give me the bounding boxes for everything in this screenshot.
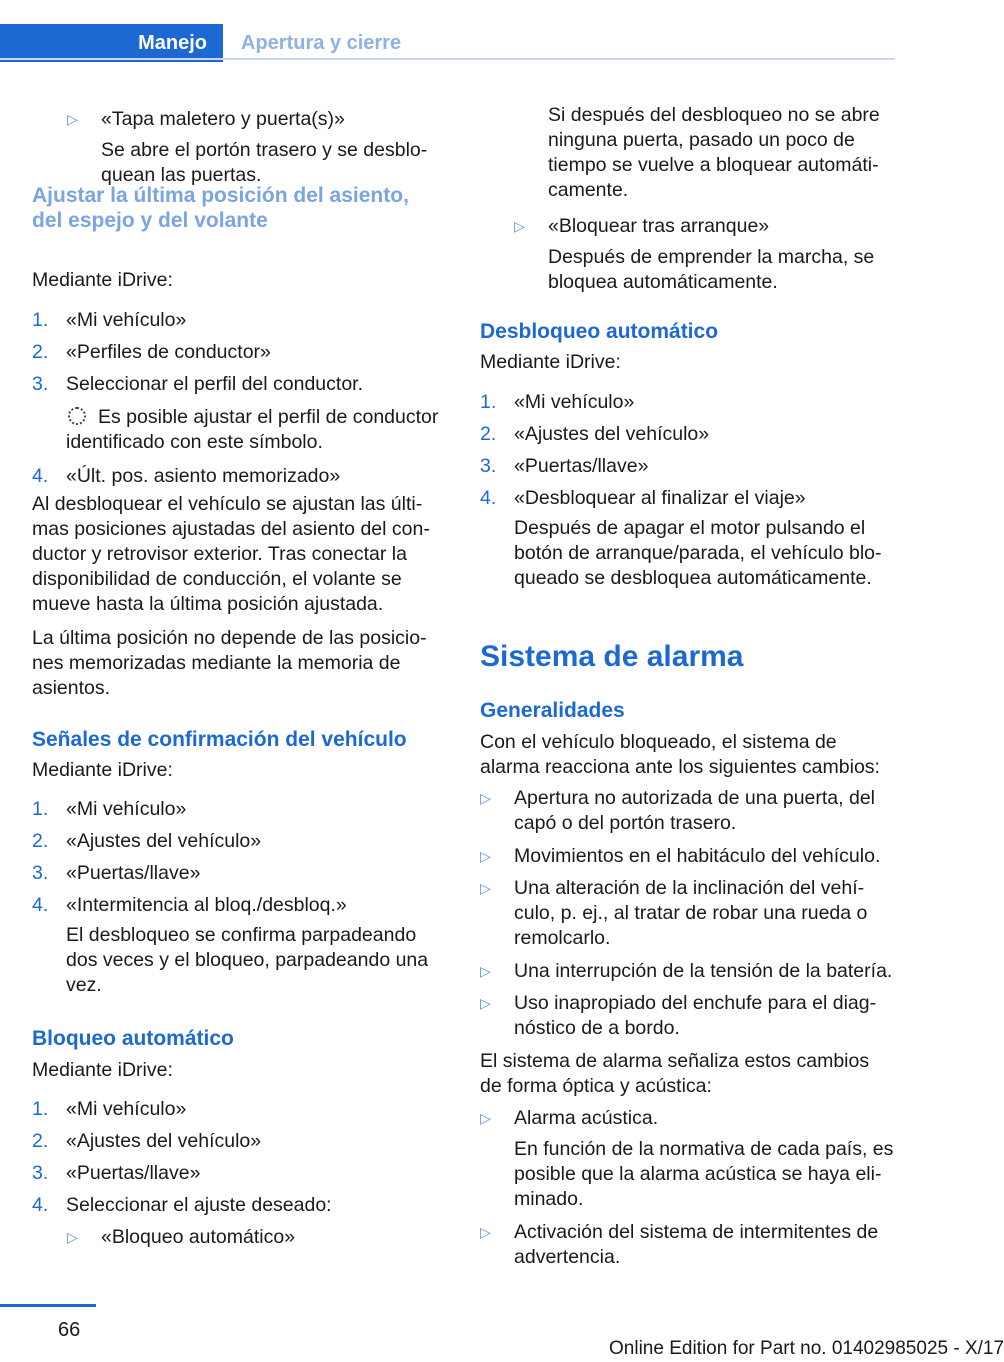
- bullet-alarma-acustica: ▷ Alarma acústica.: [480, 1107, 659, 1129]
- footer-rule: [0, 1304, 96, 1307]
- edition-text: Online Edition for Part no. 01402985025 - X/17: [609, 1338, 1004, 1359]
- header-tab-manejo[interactable]: Manejo: [0, 24, 223, 62]
- section-intro: Mediante iDrive:: [32, 1059, 173, 1081]
- list-item: 2. «Perfiles de conductor»: [32, 341, 271, 363]
- title-line: del espejo y del volante: [32, 209, 268, 232]
- triangle-bullet-icon: ▷: [480, 790, 491, 806]
- continued-text: Si después del desbloqueo no se abre ninguna puerta, pasado un poco de tiempo se vuelve a bloquear automáti‐ camente.: [548, 104, 880, 201]
- list-item: 4. «Desbloquear al finalizar el viaje»: [480, 487, 806, 509]
- section-intro: Mediante iDrive:: [480, 351, 621, 373]
- list-item: 3. «Puertas/llave»: [480, 455, 649, 477]
- list-item: 1. «Mi vehículo»: [32, 1098, 187, 1120]
- list-item: 1. «Mi vehículo»: [32, 309, 187, 331]
- paragraph: La última posición no depende de las posicio‐ nes memorizadas mediante la memoria de asientos.: [32, 627, 427, 699]
- list-item: 3. «Puertas/llave»: [32, 862, 201, 884]
- steps-list: [32, 308, 462, 496]
- desc-line: Se abre el portón trasero y se desblo‐: [101, 139, 428, 161]
- list-item: ▷ Una interrupción de la tensión de la batería.: [480, 960, 893, 982]
- bullet-bloquear-arranque: ▷ «Bloquear tras arranque»: [514, 215, 770, 237]
- list-item: 1. «Mi vehículo»: [32, 798, 187, 820]
- list-item: 3. «Puertas/llave»: [32, 1162, 201, 1184]
- list-item: ▷ Apertura no autorizada de una puerta, del capó o del portón trasero.: [480, 787, 876, 834]
- section-title-bloqueo: Bloqueo automático: [32, 1027, 234, 1050]
- triangle-bullet-icon: ▷: [480, 1224, 491, 1240]
- list-item: 2. «Ajustes del vehículo»: [32, 830, 262, 852]
- bullet-desc: Después de emprender la marcha, se bloquea automáticamente.: [548, 246, 875, 293]
- section-intro: Con el vehículo bloqueado, el sistema de alarma reacciona ante los siguientes cambios:: [480, 731, 880, 778]
- triangle-bullet-icon: ▷: [514, 218, 525, 234]
- bullet-desc: En función de la normativa de cada país, es posible que la alarma acústica se haya eli‐ minado.: [514, 1138, 894, 1210]
- triangle-bullet-icon: ▷: [480, 963, 491, 979]
- subsection-title-generalidades: Generalidades: [480, 699, 625, 722]
- list-item: 2. «Ajustes del vehículo»: [32, 1130, 262, 1152]
- alarm-conditions-list: [480, 786, 910, 1049]
- paragraph: Al desbloquear el vehículo se ajustan las últi‐ mas posiciones ajustadas del asiento del con‐ ductor y retrovisor exterior. Tras conectar la disponibilidad de conducción, el volante se mueve hasta la última posición ajustada.: [32, 493, 430, 615]
- list-item: 2. «Ajustes del vehículo»: [480, 423, 710, 445]
- header-rule: [0, 58, 895, 60]
- section-intro: Mediante iDrive:: [32, 759, 173, 781]
- steps-list: [32, 797, 462, 998]
- list-item: ▷ Movimientos en el habitáculo del vehículo.: [480, 845, 881, 867]
- triangle-bullet-icon: ▷: [67, 1229, 78, 1245]
- step-note: Es posible ajustar el perfil de conductor identificado con este símbolo.: [66, 406, 439, 453]
- gear-icon: [68, 407, 86, 425]
- steps-list: [32, 1097, 462, 1250]
- bullet-label: «Tapa maletero y puerta(s)»: [101, 108, 345, 130]
- list-item: ▷ Una alteración de la inclinación del vehí‐ culo, p. ej., al tratar de robar una rueda o remolcarlo.: [480, 877, 868, 949]
- title-line: Ajustar la última posición del asiento,: [32, 184, 409, 207]
- steps-list: [480, 390, 910, 591]
- section-intro: Mediante iDrive:: [32, 269, 173, 291]
- list-item: 4. Seleccionar el ajuste deseado:: [32, 1194, 332, 1216]
- triangle-bullet-icon: ▷: [480, 880, 491, 896]
- list-item: ▷ Uso inapropiado del enchufe para el diag‐ nóstico de a bordo.: [480, 992, 877, 1039]
- triangle-bullet-icon: ▷: [480, 1110, 491, 1126]
- triangle-bullet-icon: ▷: [480, 995, 491, 1011]
- list-item: 3. Seleccionar el perfil del conductor.: [32, 373, 364, 395]
- step-desc: Después de apagar el motor pulsando el botón de arranque/parada, el vehículo blo‐ queado se desbloquea automáticamente.: [514, 517, 882, 589]
- list-item: 4. «Últ. pos. asiento memorizado»: [32, 465, 341, 487]
- section-title-alarma: Sistema de alarma: [480, 640, 744, 673]
- header-tab-apertura[interactable]: Apertura y cierre: [241, 32, 402, 54]
- section-title-desbloqueo: Desbloqueo automático: [480, 320, 719, 343]
- section-title-senales: Señales de confirmación del vehículo: [32, 728, 407, 751]
- section-title-ultima-posicion: [32, 183, 462, 233]
- bullet-intermitentes: ▷ Activación del sistema de intermitentes de advertencia.: [480, 1221, 879, 1268]
- page-number: 66: [58, 1319, 81, 1341]
- bullet-tapa-maletero: [67, 107, 501, 132]
- triangle-bullet-icon: ▷: [480, 848, 491, 864]
- triangle-bullet-icon: ▷: [67, 111, 78, 127]
- running-header: [0, 24, 895, 60]
- step-desc: El desbloqueo se confirma parpadeando dos veces y el bloqueo, parpadeando una vez.: [66, 924, 429, 996]
- list-item: 1. «Mi vehículo»: [480, 391, 635, 413]
- list-item: 4. «Intermitencia al bloq./desbloq.»: [32, 894, 347, 916]
- desc-line: quean las puertas.: [101, 164, 262, 186]
- sub-bullet: ▷ «Bloqueo automático»: [67, 1226, 296, 1248]
- paragraph: El sistema de alarma señaliza estos cambios de forma óptica y acústica:: [480, 1050, 870, 1097]
- bullet-desc: [101, 138, 461, 188]
